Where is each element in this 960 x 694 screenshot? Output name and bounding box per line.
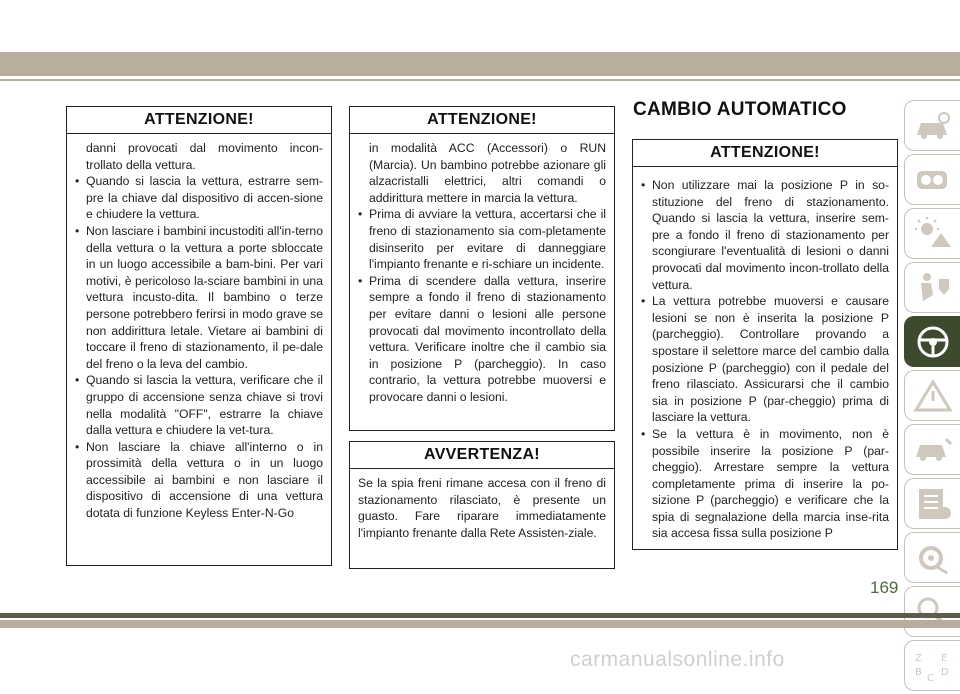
seat-safety-icon: [913, 271, 953, 305]
list-item: • Quando si lascia la vettura, estrarre sem-pre la chiave dal dispositivo di accen-sione e chiudere la vettura.: [75, 174, 323, 222]
steering-wheel-icon: [913, 325, 953, 359]
tab-starting-driving[interactable]: [904, 316, 960, 367]
caution-text: Se la spia freni rimane accesa con il freno di stazionamento rilasciato, è presente un guasto. Fare riparare immediatamente l'impianto frenante dalla Rete Assisten-ziale.: [358, 476, 606, 540]
tab-safety[interactable]: [904, 262, 960, 313]
tab-customer-assistance[interactable]: [904, 586, 960, 637]
svg-text:D: D: [941, 667, 949, 678]
list-item: • Non lasciare i bambini incustoditi all'in-terno della vettura o la vettura a porte sbloccate in un luogo accessibile a bam-bini. Per vari motivi, è pericoloso la-sciare bambini in una vettura incusto-dita. Il bambino o terze persone potrebbero ferirsi in modo grave se non addirittura letale. Vietare ai bambini di toccare il freno di stazionamento, il pe-dale del freno o la leva del cambio.: [75, 223, 323, 371]
tab-service[interactable]: [904, 424, 960, 475]
warning-box-3: [632, 139, 898, 550]
triangle-warning-icon: [913, 379, 953, 413]
list-item: • Prima di scendere dalla vettura, inserire sempre a fondo il freno di stazionamento per evitare danni o lesioni alle persone provocati dal movimento incontrollato della vettura. Verificare inoltre che il cambio sia in posizione P (parcheggio). In caso contrario, la vettura potrebbe muoversi e provocare danni o lesioni.: [358, 273, 606, 404]
tab-emergency[interactable]: [904, 370, 960, 421]
dashboard-icon: [913, 163, 953, 197]
tab-multimedia[interactable]: [904, 532, 960, 583]
warning-box-2: [349, 106, 615, 431]
svg-text:E: E: [941, 653, 948, 664]
svg-text:B: B: [915, 667, 922, 678]
gear-wrench-icon: [913, 541, 953, 575]
bottom-band: [0, 620, 960, 628]
warning-list: [358, 206, 606, 405]
list-item: • Se la vettura è in movimento, non è possibile inserire la posizione P (par-cheggio). Arrestare sempre la vettura completamente prima di inserire la po-sizione P (parcheggio) e verificare che la spia di segnalazione della marcia inse-rita sia accesa fissa sulla posizione P: [641, 426, 889, 541]
tab-dashboard[interactable]: [904, 154, 960, 205]
svg-text:C: C: [927, 673, 934, 683]
svg-text:Z: Z: [915, 653, 922, 664]
list-item: • Non lasciare la chiave all'interno o in prossimità della vettura o in un luogo accessibile ai bambini e non lasciare il dispositivo di accensione di una vettura dotata di funzione Keyless Enter-N-Go: [75, 439, 323, 521]
caution-box: [349, 441, 615, 569]
warning-header: ATTENZIONE!: [350, 107, 614, 134]
checklist-icon: [913, 487, 953, 521]
tab-index[interactable]: [904, 640, 960, 691]
caution-header: AVVERTENZA!: [350, 442, 614, 469]
page-number: 169: [870, 578, 899, 597]
car-info-icon: [913, 109, 953, 143]
warning-list: [75, 173, 323, 521]
watermark: carmanualsonline.info: [570, 648, 785, 671]
tab-specifications[interactable]: [904, 478, 960, 529]
warning-header: ATTENZIONE!: [67, 107, 331, 134]
top-band: [0, 52, 960, 76]
warning-box-1: [66, 106, 332, 566]
continuation-text: in modalità ACC (Accessori) o RUN (Marcia). Un bambino potrebbe azionare gli alzacristalli elettrici, altri comandi o addirittura mettere in marcia la vettura.: [369, 141, 606, 205]
tab-car-info[interactable]: [904, 100, 960, 151]
list-item: • La vettura potrebbe muoversi e causare lesioni se non è inserita la posizione P (parcheggio). Controllare provando a spostare il selettore marce del cambio dalla posizione P (parcheggio) con il pedale del freno rilasciato. Assicurarsi che il cambio sia in posizione P (par-cheggio) prima di lasciare la vettura.: [641, 294, 889, 425]
section-title: CAMBIO AUTOMATICO: [633, 99, 847, 120]
top-band-rule: [0, 79, 960, 81]
chapter-tabs: [904, 100, 960, 694]
continuation-text: danni provocati dal movimento incon-trollato della vettura.: [86, 141, 323, 172]
warning-list: [641, 177, 889, 542]
bottom-band-dark: [0, 613, 960, 618]
list-item: • Non utilizzare mai la posizione P in so-stituzione del freno di stazionamento. Quando si lascia la vettura, inserire sem-pre a fondo il freno di stazionamento per scongiurare l'eventualità di lesioni o danni provocati dal movimento incon-trollato della vettura.: [641, 178, 889, 292]
car-service-icon: [913, 433, 953, 467]
list-item: • Quando si lascia la vettura, verificare che il gruppo di accensione senza chiave si trovi nella modalità "OFF", estrarre la chiave dalla vettura e chiudere la vet-tura.: [75, 373, 323, 438]
warning-light-icon: [913, 217, 953, 251]
warning-header: ATTENZIONE!: [633, 140, 897, 167]
tab-warning-lights[interactable]: [904, 208, 960, 259]
list-item: • Prima di avviare la vettura, accertarsi che il freno di stazionamento sia com-pletamente disinserito per evitare di danneggiare l'impianto frenante e ri-schiare un incidente.: [358, 207, 606, 272]
